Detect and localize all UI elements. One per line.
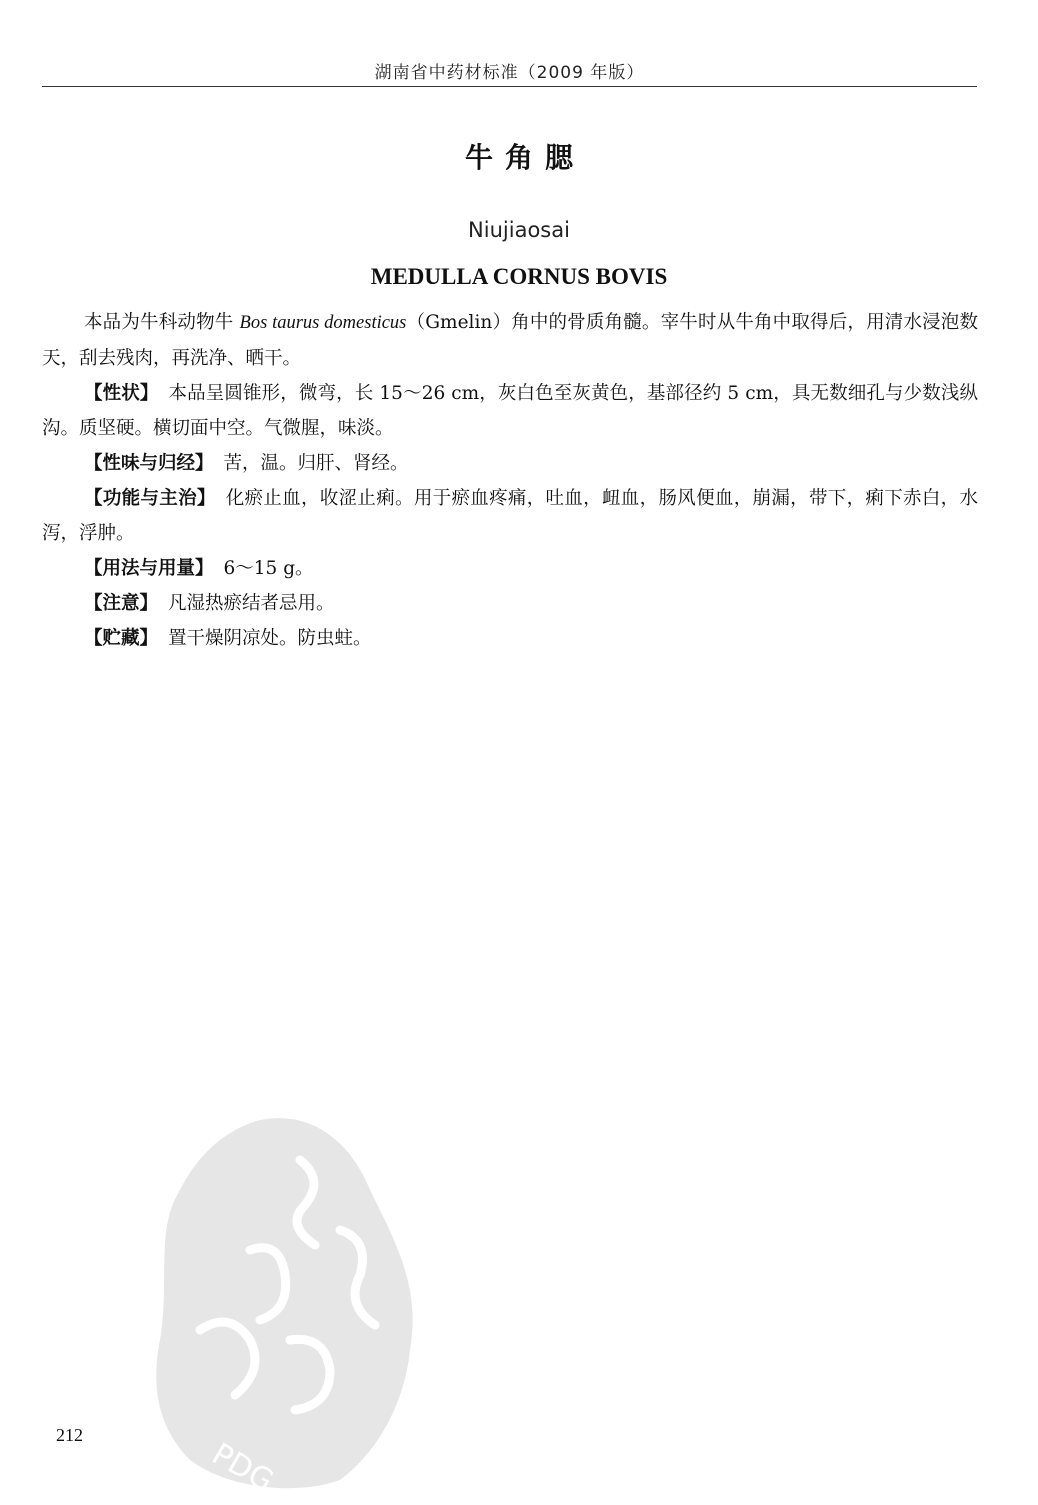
section-text: 6～15 g。 (223, 558, 314, 579)
monograph-title: 牛角腮 (464, 141, 585, 174)
section-heading: 【贮藏】 (84, 628, 159, 649)
section-heading: 【注意】 (84, 593, 159, 614)
header-rule (42, 86, 977, 87)
section-heading: 【用法与用量】 (84, 558, 214, 579)
section-text: 化瘀止血，收涩止痢。用于瘀血疼痛，吐血，衄血，肠风便血，崩漏，带下，痢下赤白，水泻，浮肿。 (42, 488, 978, 544)
section-nature-meridian (42, 446, 978, 481)
watermark-text: PDG (206, 1436, 280, 1490)
description-text-before: 本品为牛科动物牛 (84, 312, 240, 333)
section-text: 置干燥阴凉处。防虫蛀。 (168, 628, 372, 649)
section-heading: 【性味与归经】 (84, 453, 214, 474)
section-characters (42, 376, 978, 446)
section-storage (42, 621, 978, 656)
description-paragraph (42, 305, 978, 376)
monograph-body (42, 305, 978, 656)
latin-name: MEDULLA CORNUS BOVIS (370, 264, 668, 289)
pdg-watermark (140, 1100, 430, 1490)
section-heading: 【性状】 (84, 383, 159, 404)
section-heading: 【功能与主治】 (84, 488, 216, 509)
description-text-after: （Gmelin）角中的骨质角髓。宰牛时从牛角中取得后，用清水浸泡数天，刮去残肉，再洗净、晒干。 (42, 312, 978, 369)
species-name: Bos taurus domesticus (239, 313, 407, 333)
page-number: 212 (56, 1425, 83, 1445)
pinyin-name: Niujiaosai (468, 218, 570, 242)
watermark-seal-graphic (140, 1100, 430, 1490)
running-header: 湖南省中药材标准（2009 年版） (374, 63, 645, 83)
section-text: 苦，温。归肝、肾经。 (223, 453, 409, 474)
section-dosage (42, 551, 978, 586)
section-text: 凡湿热瘀结者忌用。 (168, 593, 335, 614)
section-text: 本品呈圆锥形，微弯，长 15～26 cm，灰白色至灰黄色，基部径约 5 cm，具无数细孔与少数浅纵沟。质坚硬。横切面中空。气微腥，味淡。 (42, 383, 978, 439)
section-functions-indications (42, 481, 978, 551)
section-precautions (42, 586, 978, 621)
